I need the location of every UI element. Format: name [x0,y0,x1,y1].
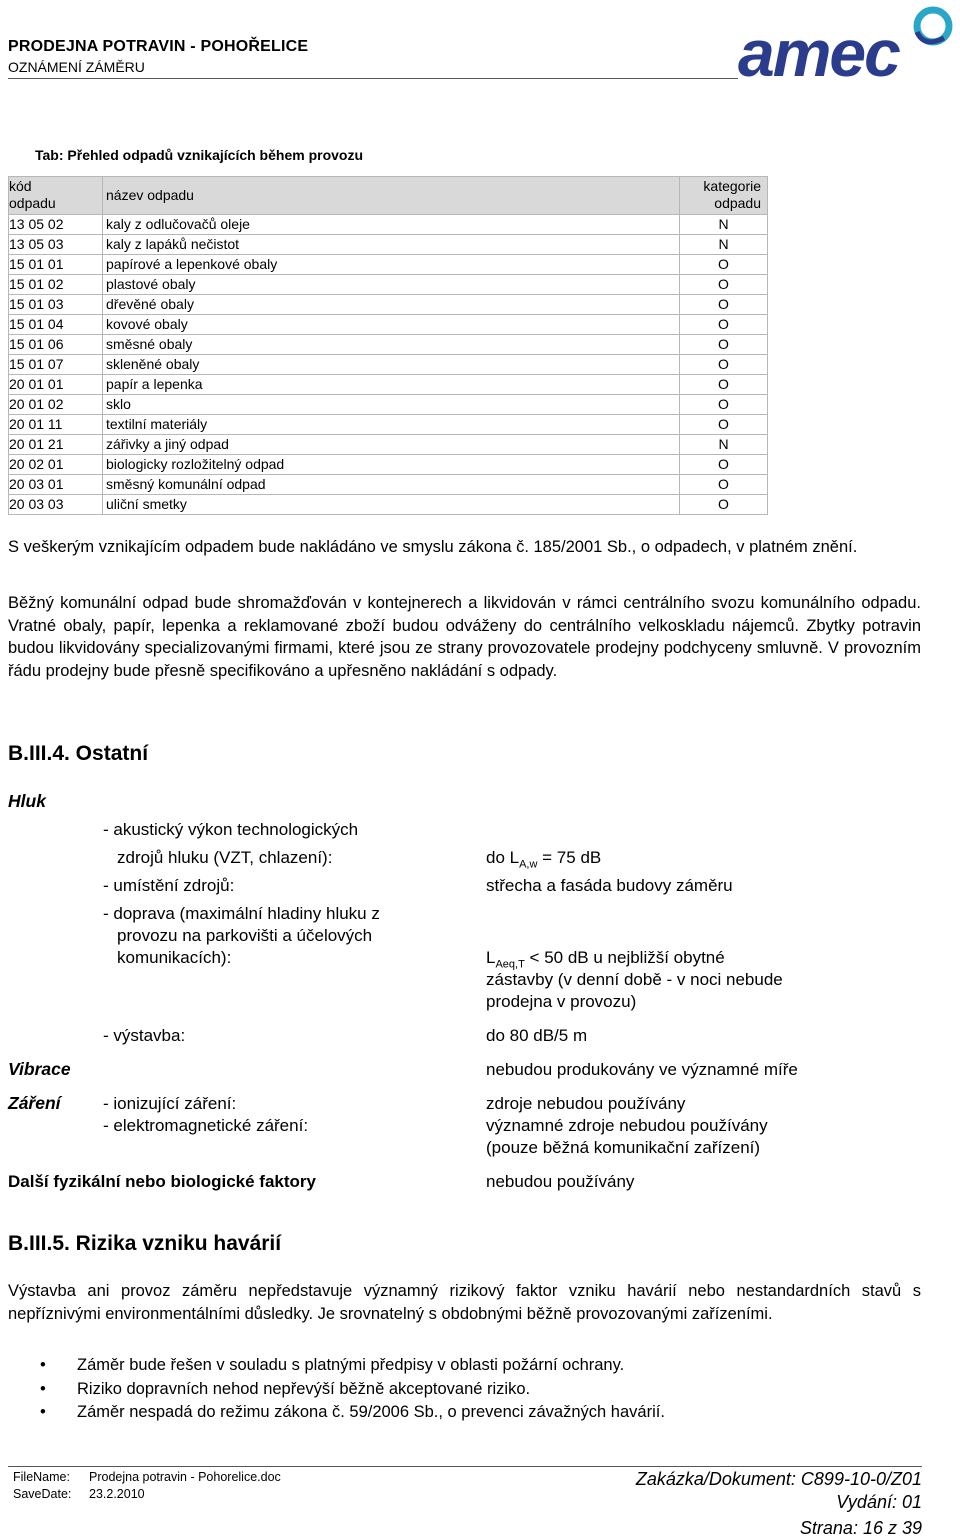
table-row [9,215,768,235]
waste-code: 15 01 03 [9,295,103,315]
footer-filename-label: FileName: [13,1470,70,1484]
list-item [40,1354,665,1378]
waste-category: O [680,335,768,355]
hluk-item1-value [486,847,601,876]
section-heading-ostatni: B.III.4. Ostatní [8,742,149,765]
waste-category: O [680,255,768,275]
table-row [9,355,768,375]
waste-name: biologicky rozložitelný odpad [103,455,680,475]
bullet-text: Záměr bude řešen v souladu s platnými předpisy v oblasti požární ochrany. [77,1356,625,1374]
hluk-item2-label: - umístění zdrojů: [103,876,235,895]
waste-category: O [680,275,768,295]
waste-name: papír a lepenka [103,375,680,395]
waste-name: kaly z lapáků nečistot [103,235,680,255]
waste-code: 13 05 02 [9,215,103,235]
footer-edition: Vydání: 01 [836,1492,922,1512]
waste-name: plastové obaly [103,275,680,295]
header-code-line1: kód [9,178,32,194]
table-row [9,495,768,515]
waste-name: skleněné obaly [103,355,680,375]
bullet-text: Riziko dopravních nehod nepřevýší běžně akceptované riziko. [77,1379,531,1398]
zareni-item1-label: - ionizující záření: [103,1094,237,1113]
footer-filename-value: Prodejna potravin - Pohorelice.doc [89,1470,281,1484]
hluk-item4-value: do 80 dB/5 m [486,1026,588,1045]
waste-code: 15 01 06 [9,335,103,355]
waste-code: 20 01 01 [9,375,103,395]
table-row [9,335,768,355]
table-row [9,395,768,415]
waste-category: O [680,295,768,315]
waste-name: textilní materiály [103,415,680,435]
value-prefix: do L [486,848,520,867]
waste-name: kaly z odlučovačů oleje [103,215,680,235]
footer-document: Zakázka/Dokument: C899-10-0/Z01 [635,1469,922,1489]
table-row [9,375,768,395]
waste-category: O [680,495,768,515]
waste-category: O [680,355,768,375]
table-row [9,435,768,455]
hluk-item3-value-line3: prodejna v provozu) [486,992,637,1011]
header-divider [8,78,738,79]
label-other-factors: Další fyzikální nebo biologické faktory [8,1172,316,1191]
table-row [9,235,768,255]
document-header-title: PRODEJNA POTRAVIN - POHOŘELICE [8,38,309,55]
waste-code: 20 01 02 [9,395,103,415]
hluk-item3-value-line2: zástavby (v denní době - v noci nebude [486,970,783,989]
waste-name: sklo [103,395,680,415]
table-row [9,475,768,495]
other-factors-value: nebudou používány [486,1172,635,1191]
table-row [9,455,768,475]
hluk-item3-line1: - doprava (maximální hladiny hluku z [103,904,380,923]
amec-logo [736,2,956,82]
vibrace-value: nebudou produkovány ve významné míře [486,1060,798,1079]
waste-code: 15 01 02 [9,275,103,295]
header-code [9,177,103,215]
bullet-icon: • [40,1356,46,1374]
hluk-item2-value: střecha a fasáda budovy záměru [486,876,733,895]
list-item [40,1378,665,1402]
header-cat-line1: kategorie [703,178,761,194]
table-row [9,415,768,435]
waste-code: 15 01 07 [9,355,103,375]
waste-name: směsné obaly [103,335,680,355]
waste-code: 20 01 21 [9,435,103,455]
waste-category: O [680,375,768,395]
header-category [680,177,768,215]
waste-code: 13 05 03 [9,235,103,255]
value-prefix: L [486,948,496,967]
hluk-item3-line3: komunikacích): [117,948,232,967]
waste-category: O [680,455,768,475]
waste-category: N [680,235,768,255]
risk-bullet-list [40,1354,665,1425]
hluk-item1-line1: - akustický výkon technologických [103,820,359,839]
table-row [9,275,768,295]
header-name: název odpadu [103,177,680,215]
list-item [40,1401,665,1425]
waste-category: O [680,395,768,415]
table-header-row [9,177,768,215]
waste-code: 20 01 11 [9,415,103,435]
waste-code: 20 03 03 [9,495,103,515]
value-subscript: Aeq,T [495,958,525,971]
paragraph-waste-law: S veškerým vznikajícím odpadem bude nakládáno ve smyslu zákona č. 185/2001 Sb., o odpadech, v platném znění. [8,538,858,556]
hluk-item4-label: - výstavba: [103,1026,186,1045]
value-suffix: < 50 dB u nejbližší obytné [524,948,725,967]
waste-code: 15 01 01 [9,255,103,275]
table-row [9,295,768,315]
hluk-item3-line2: provozu na parkovišti a účelových [117,926,373,945]
waste-category: O [680,415,768,435]
label-vibrace: Vibrace [8,1059,71,1079]
header-code-line2: odpadu [9,195,56,211]
bullet-text: Záměr nespadá do režimu zákona č. 59/2006 Sb., o prevenci závažných havárií. [77,1403,665,1421]
footer-page-number: Strana: 16 z 39 [799,1518,922,1538]
waste-name: dřevěné obaly [103,295,680,315]
waste-category: O [680,475,768,495]
waste-name: papírové a lepenkové obaly [103,255,680,275]
paragraph-waste-handling: Běžný komunální odpad bude shromažďován v kontejnerech a likvidován v rámci centrálního svozu komunálního odpadu. Vratné obaly, papír, lepenka a reklamované zboží budou odváženy do centrálního velkoskladu nájemců. Zbytky potravin budou likvidovány specializovanými firmami, které jsou ze strany provozovatele prodejny podchyceny smluvně. V provozním řádu prodejny bude přesně specifikováno a upřesněno nakládání s odpady. [8,594,921,680]
waste-code: 20 02 01 [9,455,103,475]
waste-category: N [680,215,768,235]
section-heading-rizika: B.III.5. Rizika vzniku havárií [8,1232,282,1255]
zareni-item2-label: - elektromagnetické záření: [103,1116,309,1135]
header-cat-line2: odpadu [714,195,761,211]
waste-name: zářivky a jiný odpad [103,435,680,455]
waste-table [8,176,768,515]
value-suffix: = 75 dB [537,848,602,867]
footer-savedate-label: SaveDate: [13,1487,72,1501]
footer-divider [8,1466,922,1467]
waste-name: směsný komunální odpad [103,475,680,495]
bullet-icon: • [40,1379,46,1398]
waste-name: kovové obaly [103,315,680,335]
logo-swirl-icon [917,10,949,42]
paragraph-risk-intro: Výstavba ani provoz záměru nepředstavuje významný rizikový faktor vzniku havárií nebo nestandardních stavů s nepříznivými environmentálními důsledky. Je srovnatelný s obdobnými běžně provozovanými zařízeními. [8,1282,921,1323]
table-caption: Tab: Přehled odpadů vznikajících během provozu [35,147,364,163]
table-row [9,255,768,275]
zareni-item2-value-line2: (pouze běžná komunikační zařízení) [486,1138,761,1157]
waste-code: 15 01 04 [9,315,103,335]
waste-category: O [680,315,768,335]
hluk-item1-line2: zdrojů hluku (VZT, chlazení): [117,848,333,867]
label-hluk: Hluk [8,791,46,811]
bullet-icon: • [40,1403,46,1421]
table-row [9,315,768,335]
waste-name: uliční smetky [103,495,680,515]
zareni-item1-value: zdroje nebudou používány [486,1094,686,1113]
waste-category: N [680,435,768,455]
value-subscript: A,w [519,858,538,871]
footer-savedate-value: 23.2.2010 [89,1487,145,1501]
logo-wordmark: amec [738,16,899,82]
document-header-subtitle: OZNÁMENÍ ZÁMĚRU [8,59,145,75]
waste-code: 20 03 01 [9,475,103,495]
zareni-item2-value-line1: významné zdroje nebudou používány [486,1116,768,1135]
label-zareni: Záření [8,1093,61,1113]
